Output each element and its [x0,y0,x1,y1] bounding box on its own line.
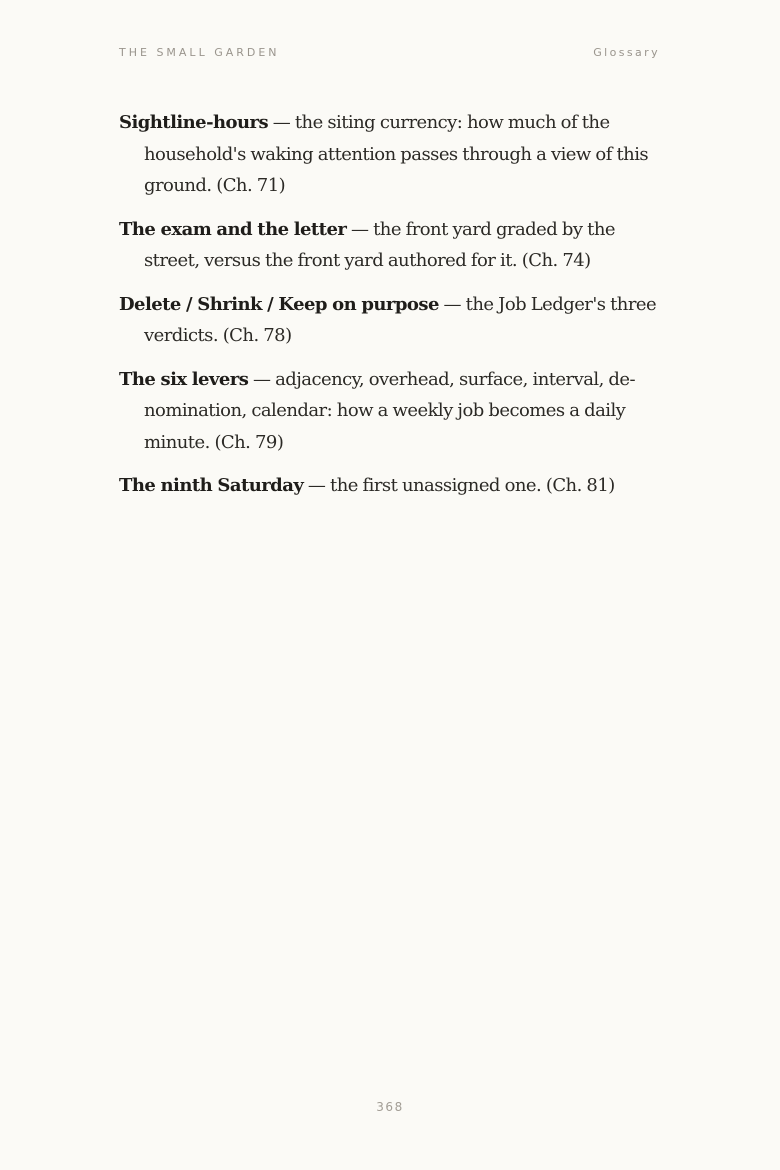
glossary-entry-delete-shrink-keep [119,289,665,352]
section-title: Glossary [593,46,660,59]
glossary-term: The exam and the letter [119,218,347,240]
running-head [119,46,660,62]
glossary-entry-ninth-saturday [119,470,665,502]
glossary-entry-exam-and-letter [119,214,665,277]
book-title: THE SMALL GARDEN [119,46,280,59]
page-number: 368 [376,1100,404,1114]
glossary-term: The six levers [119,368,249,390]
glossary-entry-sightline-hours [119,107,665,202]
glossary-definition: — the Job Ledger's three verdicts. (Ch. 78) [144,293,657,346]
glossary-term: Delete / Shrink / Keep on purpose [119,293,439,315]
glossary-definition: — the siting currency: how much of the household's waking attention passes through a view of this ground. (Ch. 71) [144,112,649,196]
glossary-term: Sightline-hours [119,112,269,133]
glossary-definition: — adjacency, overhead, surface, interval, denomination, calendar: how a weekly job becomes a daily minute. (Ch. 79) [144,368,636,453]
glossary-list [119,107,665,514]
glossary-definition: — the first unassigned one. (Ch. 81) [303,475,615,496]
glossary-definition: — the front yard graded by the street, versus the front yard authored for it. (Ch. 74) [144,218,615,271]
glossary-term: The ninth Saturday [119,475,304,496]
glossary-entry-six-levers [119,364,665,459]
